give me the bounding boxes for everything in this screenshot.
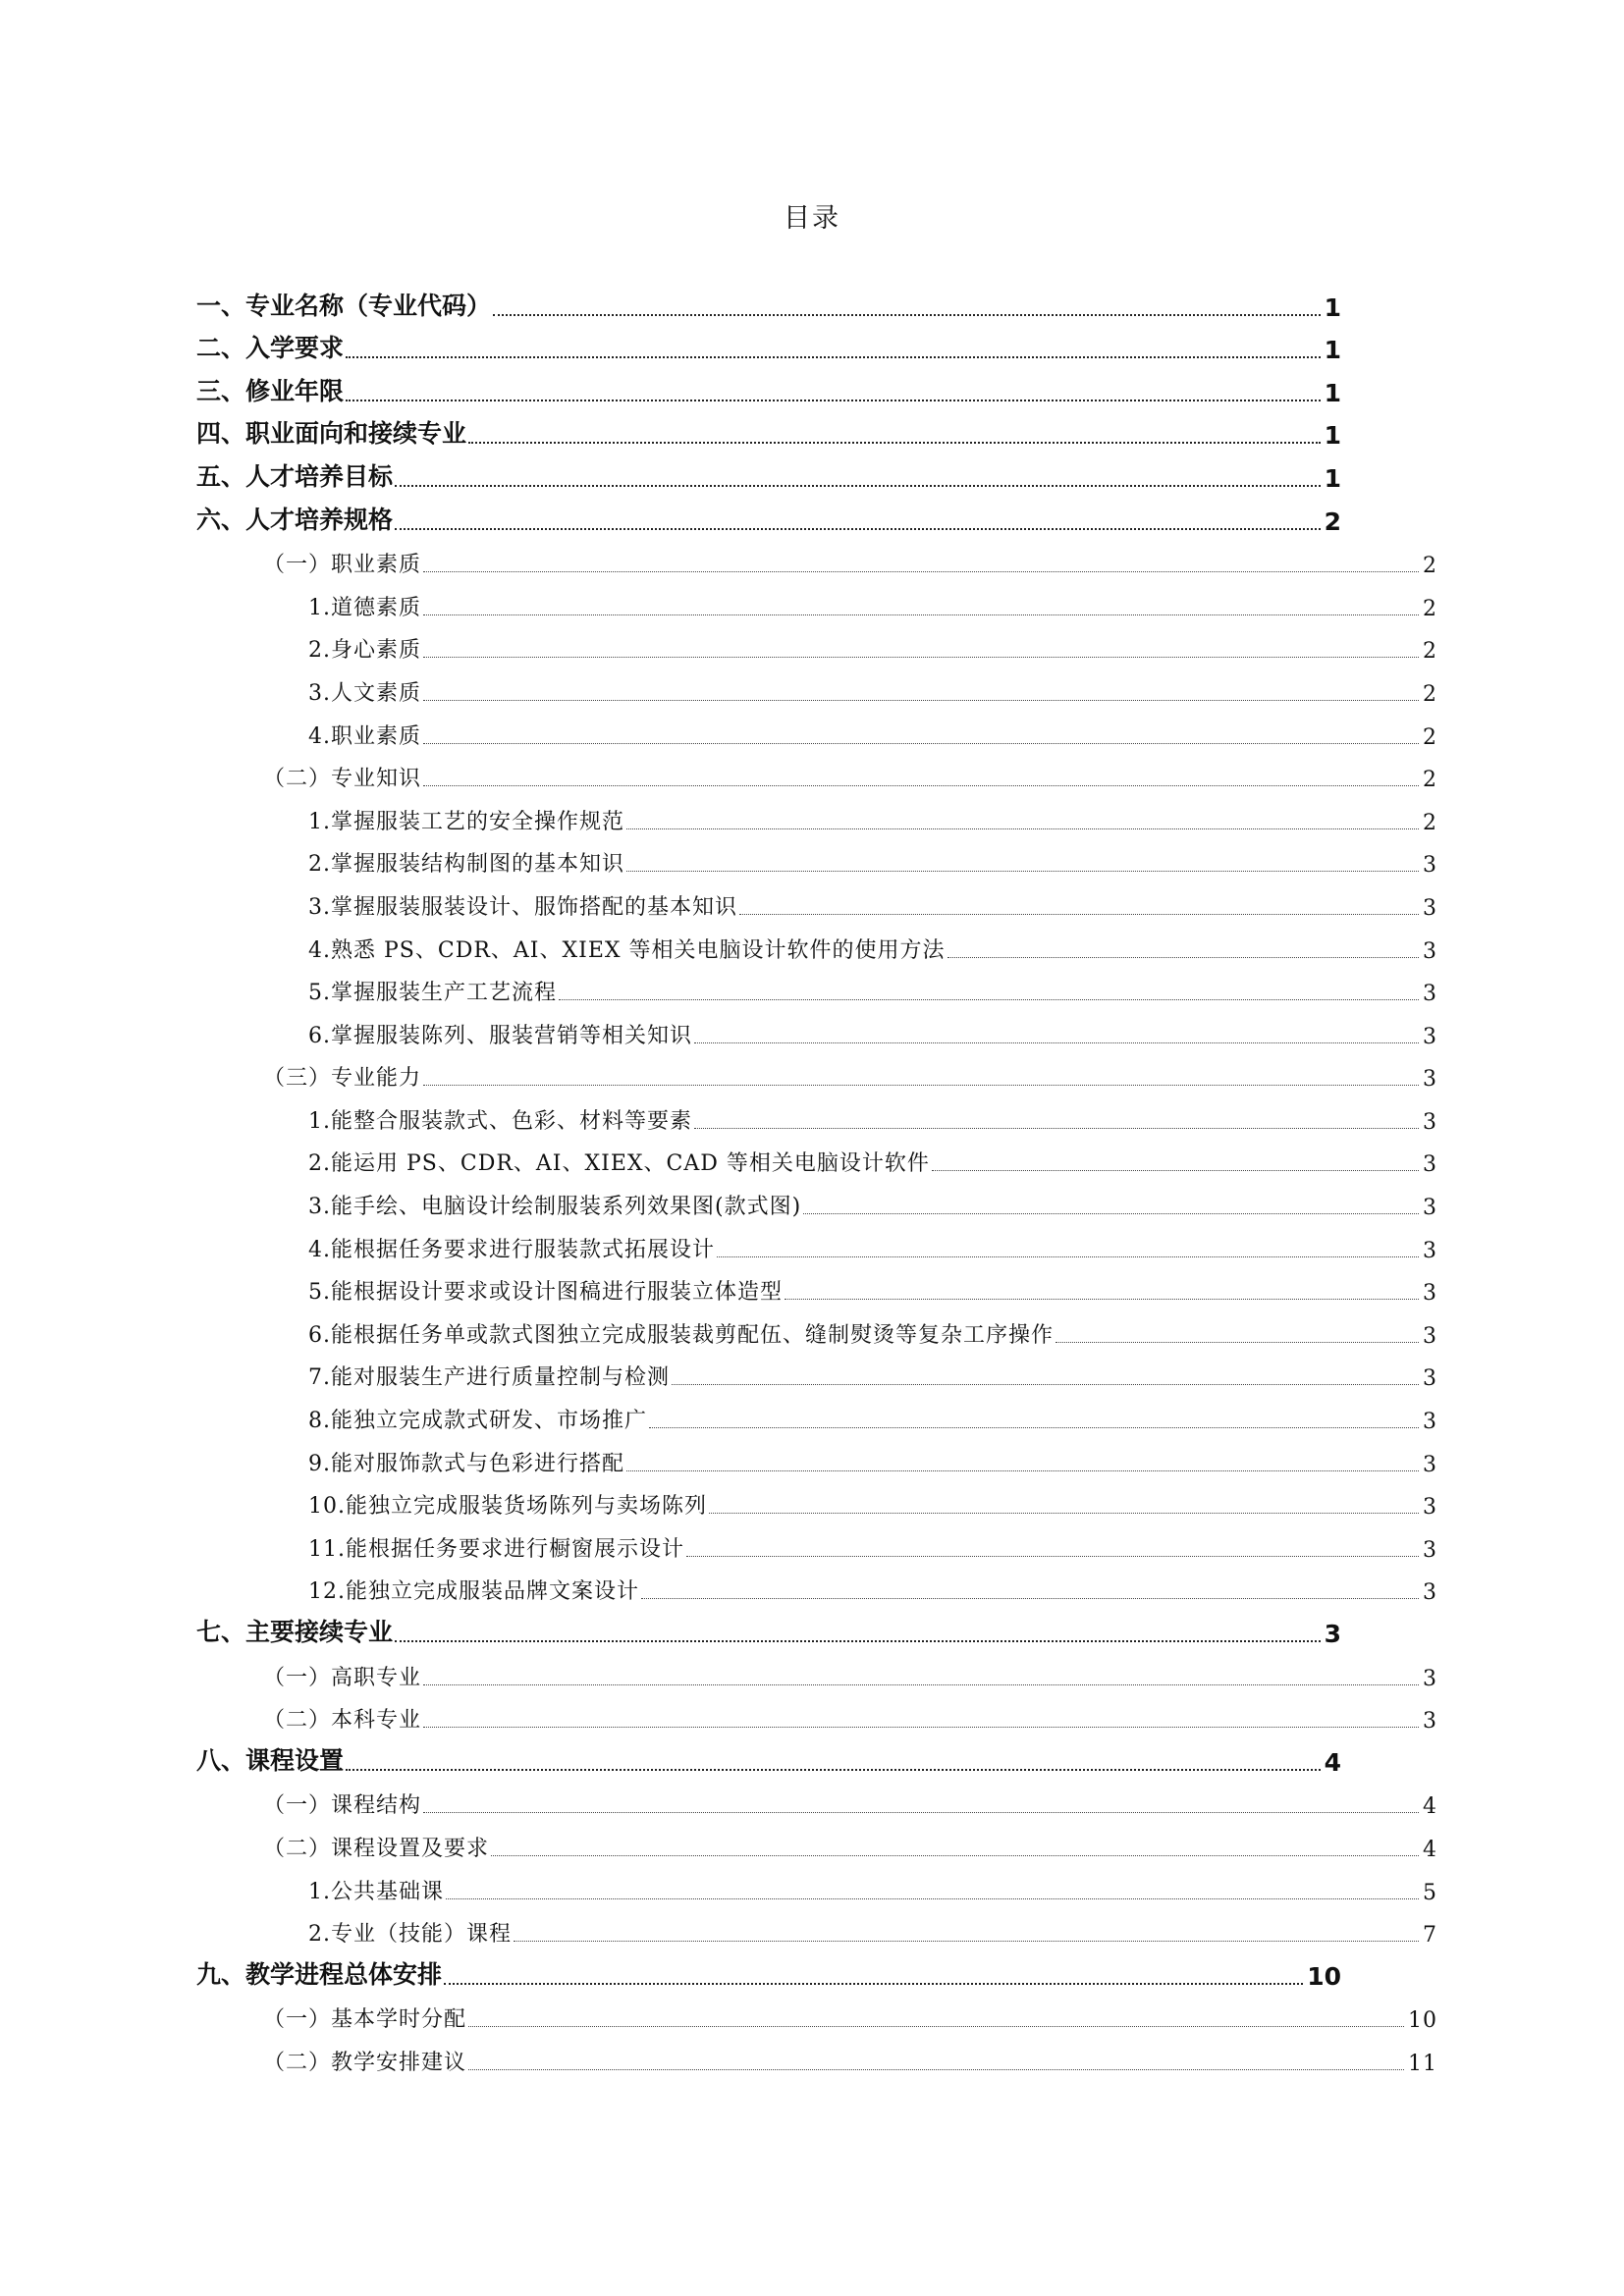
toc-page-number: 7: [1423, 1923, 1437, 1949]
toc-dot-leader: [1056, 1342, 1419, 1343]
toc-chapter-entry[interactable]: [0, 368, 1624, 411]
toc-page-number: 2: [1423, 768, 1437, 793]
toc-page-number: 4: [1423, 1794, 1437, 1820]
toc-subsection-entry[interactable]: [0, 711, 1624, 754]
toc-page-number: 3: [1423, 938, 1437, 964]
toc-page-number: 3: [1423, 1024, 1437, 1049]
toc-subsection-entry[interactable]: [0, 1395, 1624, 1438]
toc-entry-label: 5.能根据设计要求或设计图稿进行服装立体造型: [308, 1280, 783, 1306]
toc-subsection-entry[interactable]: [0, 968, 1624, 1011]
toc-dot-leader: [641, 1598, 1419, 1599]
toc-dot-leader: [694, 1042, 1419, 1043]
toc-section-entry[interactable]: [0, 1823, 1624, 1866]
toc-subsection-entry[interactable]: [0, 1010, 1624, 1053]
toc-page-number: 1: [1324, 421, 1341, 451]
toc-entry-label: （一）高职专业: [263, 1665, 422, 1690]
toc-entry-label: 3.能手绘、电脑设计绘制服装系列效果图(款式图): [308, 1195, 802, 1220]
toc-dot-leader: [694, 1128, 1419, 1129]
toc-subsection-entry[interactable]: [0, 667, 1624, 711]
toc-dot-leader: [626, 871, 1419, 872]
toc-page-number: 3: [1423, 1196, 1437, 1221]
toc-dot-leader: [739, 914, 1419, 915]
toc-dot-leader: [559, 999, 1419, 1000]
toc-entry-label: （一）基本学时分配: [263, 2007, 467, 2033]
toc-entry-label: 1.公共基础课: [308, 1879, 444, 1904]
toc-page-number: 3: [1423, 1410, 1437, 1435]
toc-section-entry[interactable]: [0, 540, 1624, 583]
toc-page-number: 2: [1423, 810, 1437, 835]
toc-dot-leader: [686, 1556, 1419, 1557]
toc-subsection-entry[interactable]: [0, 1523, 1624, 1567]
toc-dot-leader: [423, 657, 1419, 658]
toc-subsection-entry[interactable]: [0, 1353, 1624, 1396]
toc-page-number: 3: [1423, 1366, 1437, 1392]
toc-page-number: 3: [1423, 1495, 1437, 1521]
toc-entry-label: （二）本科专业: [263, 1708, 422, 1734]
toc-section-entry[interactable]: [0, 754, 1624, 797]
toc-dot-leader: [709, 1513, 1419, 1514]
toc-dot-leader: [514, 1941, 1419, 1942]
toc-entry-label: 3.人文素质: [308, 680, 421, 706]
toc-page-number: 3: [1423, 1709, 1437, 1735]
toc-entry-label: 二、入学要求: [196, 334, 345, 363]
toc-subsection-entry[interactable]: [0, 1866, 1624, 1909]
toc-dot-leader: [423, 1727, 1419, 1728]
toc-dot-leader: [672, 1384, 1419, 1385]
toc-section-entry[interactable]: [0, 1053, 1624, 1096]
toc-entry-label: 4.能根据任务要求进行服装款式拓展设计: [308, 1237, 715, 1262]
toc-dot-leader: [785, 1299, 1419, 1300]
toc-page-number: 2: [1324, 507, 1341, 536]
toc-entry-label: 六、人才培养规格: [196, 505, 394, 534]
toc-entry-label: 3.掌握服装服装设计、服饰搭配的基本知识: [308, 894, 737, 920]
toc-page-number: 10: [1408, 2008, 1437, 2034]
toc-entry-label: （二）专业知识: [263, 767, 422, 792]
toc-subsection-entry[interactable]: [0, 1181, 1624, 1224]
toc-subsection-entry[interactable]: [0, 1438, 1624, 1481]
toc-section-entry[interactable]: [0, 1781, 1624, 1824]
toc-subsection-entry[interactable]: [0, 1095, 1624, 1139]
toc-subsection-entry[interactable]: [0, 839, 1624, 882]
toc-dot-leader: [423, 1812, 1419, 1813]
toc-page-number: 2: [1423, 639, 1437, 665]
toc-chapter-entry[interactable]: [0, 1951, 1624, 1995]
toc-page-number: 11: [1408, 2051, 1437, 2076]
toc-entry-label: 1.掌握服装工艺的安全操作规范: [308, 809, 624, 834]
toc-page-number: 1: [1324, 378, 1341, 407]
toc-page-number: 1: [1324, 293, 1341, 322]
toc-dot-leader: [468, 442, 1321, 444]
toc-page-number: 3: [1423, 1323, 1437, 1349]
toc-chapter-entry[interactable]: [0, 1737, 1624, 1781]
toc-entry-label: 1.道德素质: [308, 595, 421, 620]
toc-entry-label: （二）课程设置及要求: [263, 1836, 490, 1861]
toc-dot-leader: [346, 1769, 1321, 1771]
toc-page-number: 1: [1324, 336, 1341, 365]
page-title: 目录: [784, 203, 840, 234]
toc-dot-leader: [395, 1640, 1321, 1642]
toc-dot-leader: [346, 400, 1321, 401]
toc-dot-leader: [468, 2026, 1404, 2027]
toc-page-number: 3: [1423, 1067, 1437, 1093]
toc-entry-label: 6.掌握服装陈列、服装营销等相关知识: [308, 1023, 692, 1048]
toc-entry-label: 八、课程设置: [196, 1745, 345, 1775]
toc-dot-leader: [626, 828, 1419, 829]
toc-chapter-entry[interactable]: [0, 1609, 1624, 1652]
toc-subsection-entry[interactable]: [0, 1224, 1624, 1267]
toc-entry-label: 九、教学进程总体安排: [196, 1959, 443, 1989]
toc-entry-label: 1.能整合服装款式、色彩、材料等要素: [308, 1108, 692, 1134]
toc-dot-leader: [649, 1427, 1419, 1428]
toc-entry-label: 7.能对服装生产进行质量控制与检测: [308, 1365, 670, 1391]
toc-page-number: 3: [1423, 1666, 1437, 1691]
toc-dot-leader: [423, 614, 1419, 615]
toc-dot-leader: [423, 571, 1419, 572]
toc-chapter-entry[interactable]: [0, 454, 1624, 497]
table-of-contents: [0, 283, 1624, 2080]
toc-entry-label: 五、人才培养目标: [196, 461, 394, 491]
toc-entry-label: 4.职业素质: [308, 723, 421, 749]
toc-page-number: 3: [1423, 982, 1437, 1007]
toc-dot-leader: [446, 1898, 1419, 1899]
toc-page-number: 2: [1423, 681, 1437, 707]
toc-subsection-entry[interactable]: [0, 1567, 1624, 1610]
toc-page-number: 2: [1423, 554, 1437, 579]
toc-subsection-entry[interactable]: [0, 881, 1624, 925]
toc-subsection-entry[interactable]: [0, 582, 1624, 625]
toc-entry-label: 2.掌握服装结构制图的基本知识: [308, 852, 624, 878]
toc-entry-label: 2.身心素质: [308, 638, 421, 664]
toc-entry-label: 11.能根据任务要求进行橱窗展示设计: [308, 1536, 684, 1562]
toc-page-number: 3: [1423, 1109, 1437, 1135]
toc-dot-leader: [346, 356, 1321, 358]
toc-entry-label: （二）教学安排建议: [263, 2050, 467, 2075]
toc-chapter-entry[interactable]: [0, 497, 1624, 540]
toc-dot-leader: [423, 1684, 1419, 1685]
toc-page-number: 3: [1423, 1452, 1437, 1477]
toc-dot-leader: [423, 743, 1419, 744]
toc-page-number: 3: [1423, 1281, 1437, 1307]
toc-entry-label: 一、专业名称（专业代码）: [196, 291, 492, 320]
toc-dot-leader: [493, 314, 1321, 316]
toc-subsection-entry[interactable]: [0, 796, 1624, 839]
toc-chapter-entry[interactable]: [0, 411, 1624, 454]
toc-entry-label: 四、职业面向和接续专业: [196, 419, 467, 449]
toc-page-number: 2: [1423, 596, 1437, 621]
toc-page-number: 3: [1423, 1537, 1437, 1563]
toc-page-number: 3: [1423, 895, 1437, 921]
toc-page-number: 3: [1423, 1580, 1437, 1606]
toc-entry-label: （三）专业能力: [263, 1066, 422, 1092]
toc-chapter-entry[interactable]: [0, 283, 1624, 326]
toc-page-number: 4: [1324, 1747, 1341, 1777]
toc-dot-leader: [423, 700, 1419, 701]
toc-chapter-entry[interactable]: [0, 326, 1624, 369]
toc-entry-label: 三、修业年限: [196, 376, 345, 405]
toc-subsection-entry[interactable]: [0, 625, 1624, 668]
toc-dot-leader: [395, 485, 1321, 487]
toc-subsection-entry[interactable]: [0, 1481, 1624, 1524]
toc-entry-label: 6.能根据任务单或款式图独立完成服装裁剪配伍、缝制熨烫等复杂工序操作: [308, 1322, 1054, 1348]
toc-section-entry[interactable]: [0, 1995, 1624, 2038]
toc-section-entry[interactable]: [0, 1652, 1624, 1695]
toc-entry-label: 七、主要接续专业: [196, 1618, 394, 1646]
toc-subsection-entry[interactable]: [0, 1139, 1624, 1182]
toc-entry-label: （一）课程结构: [263, 1793, 422, 1819]
toc-dot-leader: [626, 1470, 1419, 1471]
toc-subsection-entry[interactable]: [0, 925, 1624, 968]
toc-section-entry[interactable]: [0, 1695, 1624, 1738]
toc-dot-leader: [947, 957, 1419, 958]
toc-page-number: 2: [1423, 724, 1437, 750]
toc-dot-leader: [444, 1983, 1303, 1985]
toc-dot-leader: [717, 1256, 1419, 1257]
toc-entry-label: 2.专业（技能）课程: [308, 1922, 512, 1948]
toc-dot-leader: [491, 1855, 1419, 1856]
toc-subsection-entry[interactable]: [0, 1909, 1624, 1952]
toc-entry-label: （一）职业素质: [263, 553, 422, 578]
toc-dot-leader: [395, 528, 1321, 530]
toc-dot-leader: [932, 1170, 1419, 1171]
toc-page-number: 5: [1423, 1880, 1437, 1905]
toc-page-number: 3: [1423, 1152, 1437, 1178]
toc-page-number: 3: [1423, 1238, 1437, 1263]
toc-dot-leader: [423, 1085, 1419, 1086]
toc-page-number: 1: [1324, 463, 1341, 493]
toc-entry-label: 5.掌握服装生产工艺流程: [308, 981, 557, 1006]
toc-dot-leader: [803, 1213, 1419, 1214]
toc-page-number: 4: [1423, 1837, 1437, 1862]
toc-entry-label: 12.能独立完成服装品牌文案设计: [308, 1579, 639, 1605]
toc-entry-label: 4.熟悉 PS、CDR、AI、XIEX 等相关电脑设计软件的使用方法: [308, 937, 946, 963]
toc-dot-leader: [468, 2069, 1404, 2070]
toc-subsection-entry[interactable]: [0, 1267, 1624, 1310]
toc-entry-label: 10.能独立完成服装货场陈列与卖场陈列: [308, 1494, 707, 1520]
toc-page-number: 3: [1423, 853, 1437, 879]
toc-subsection-entry[interactable]: [0, 1309, 1624, 1353]
toc-page-number: 10: [1307, 1961, 1341, 1991]
toc-page-number: 3: [1324, 1620, 1341, 1648]
toc-entry-label: 9.能对服饰款式与色彩进行搭配: [308, 1451, 624, 1476]
toc-section-entry[interactable]: [0, 2037, 1624, 2080]
toc-dot-leader: [423, 785, 1419, 786]
toc-entry-label: 8.能独立完成款式研发、市场推广: [308, 1409, 647, 1434]
toc-entry-label: 2.能运用 PS、CDR、AI、XIEX、CAD 等相关电脑设计软件: [308, 1151, 930, 1177]
